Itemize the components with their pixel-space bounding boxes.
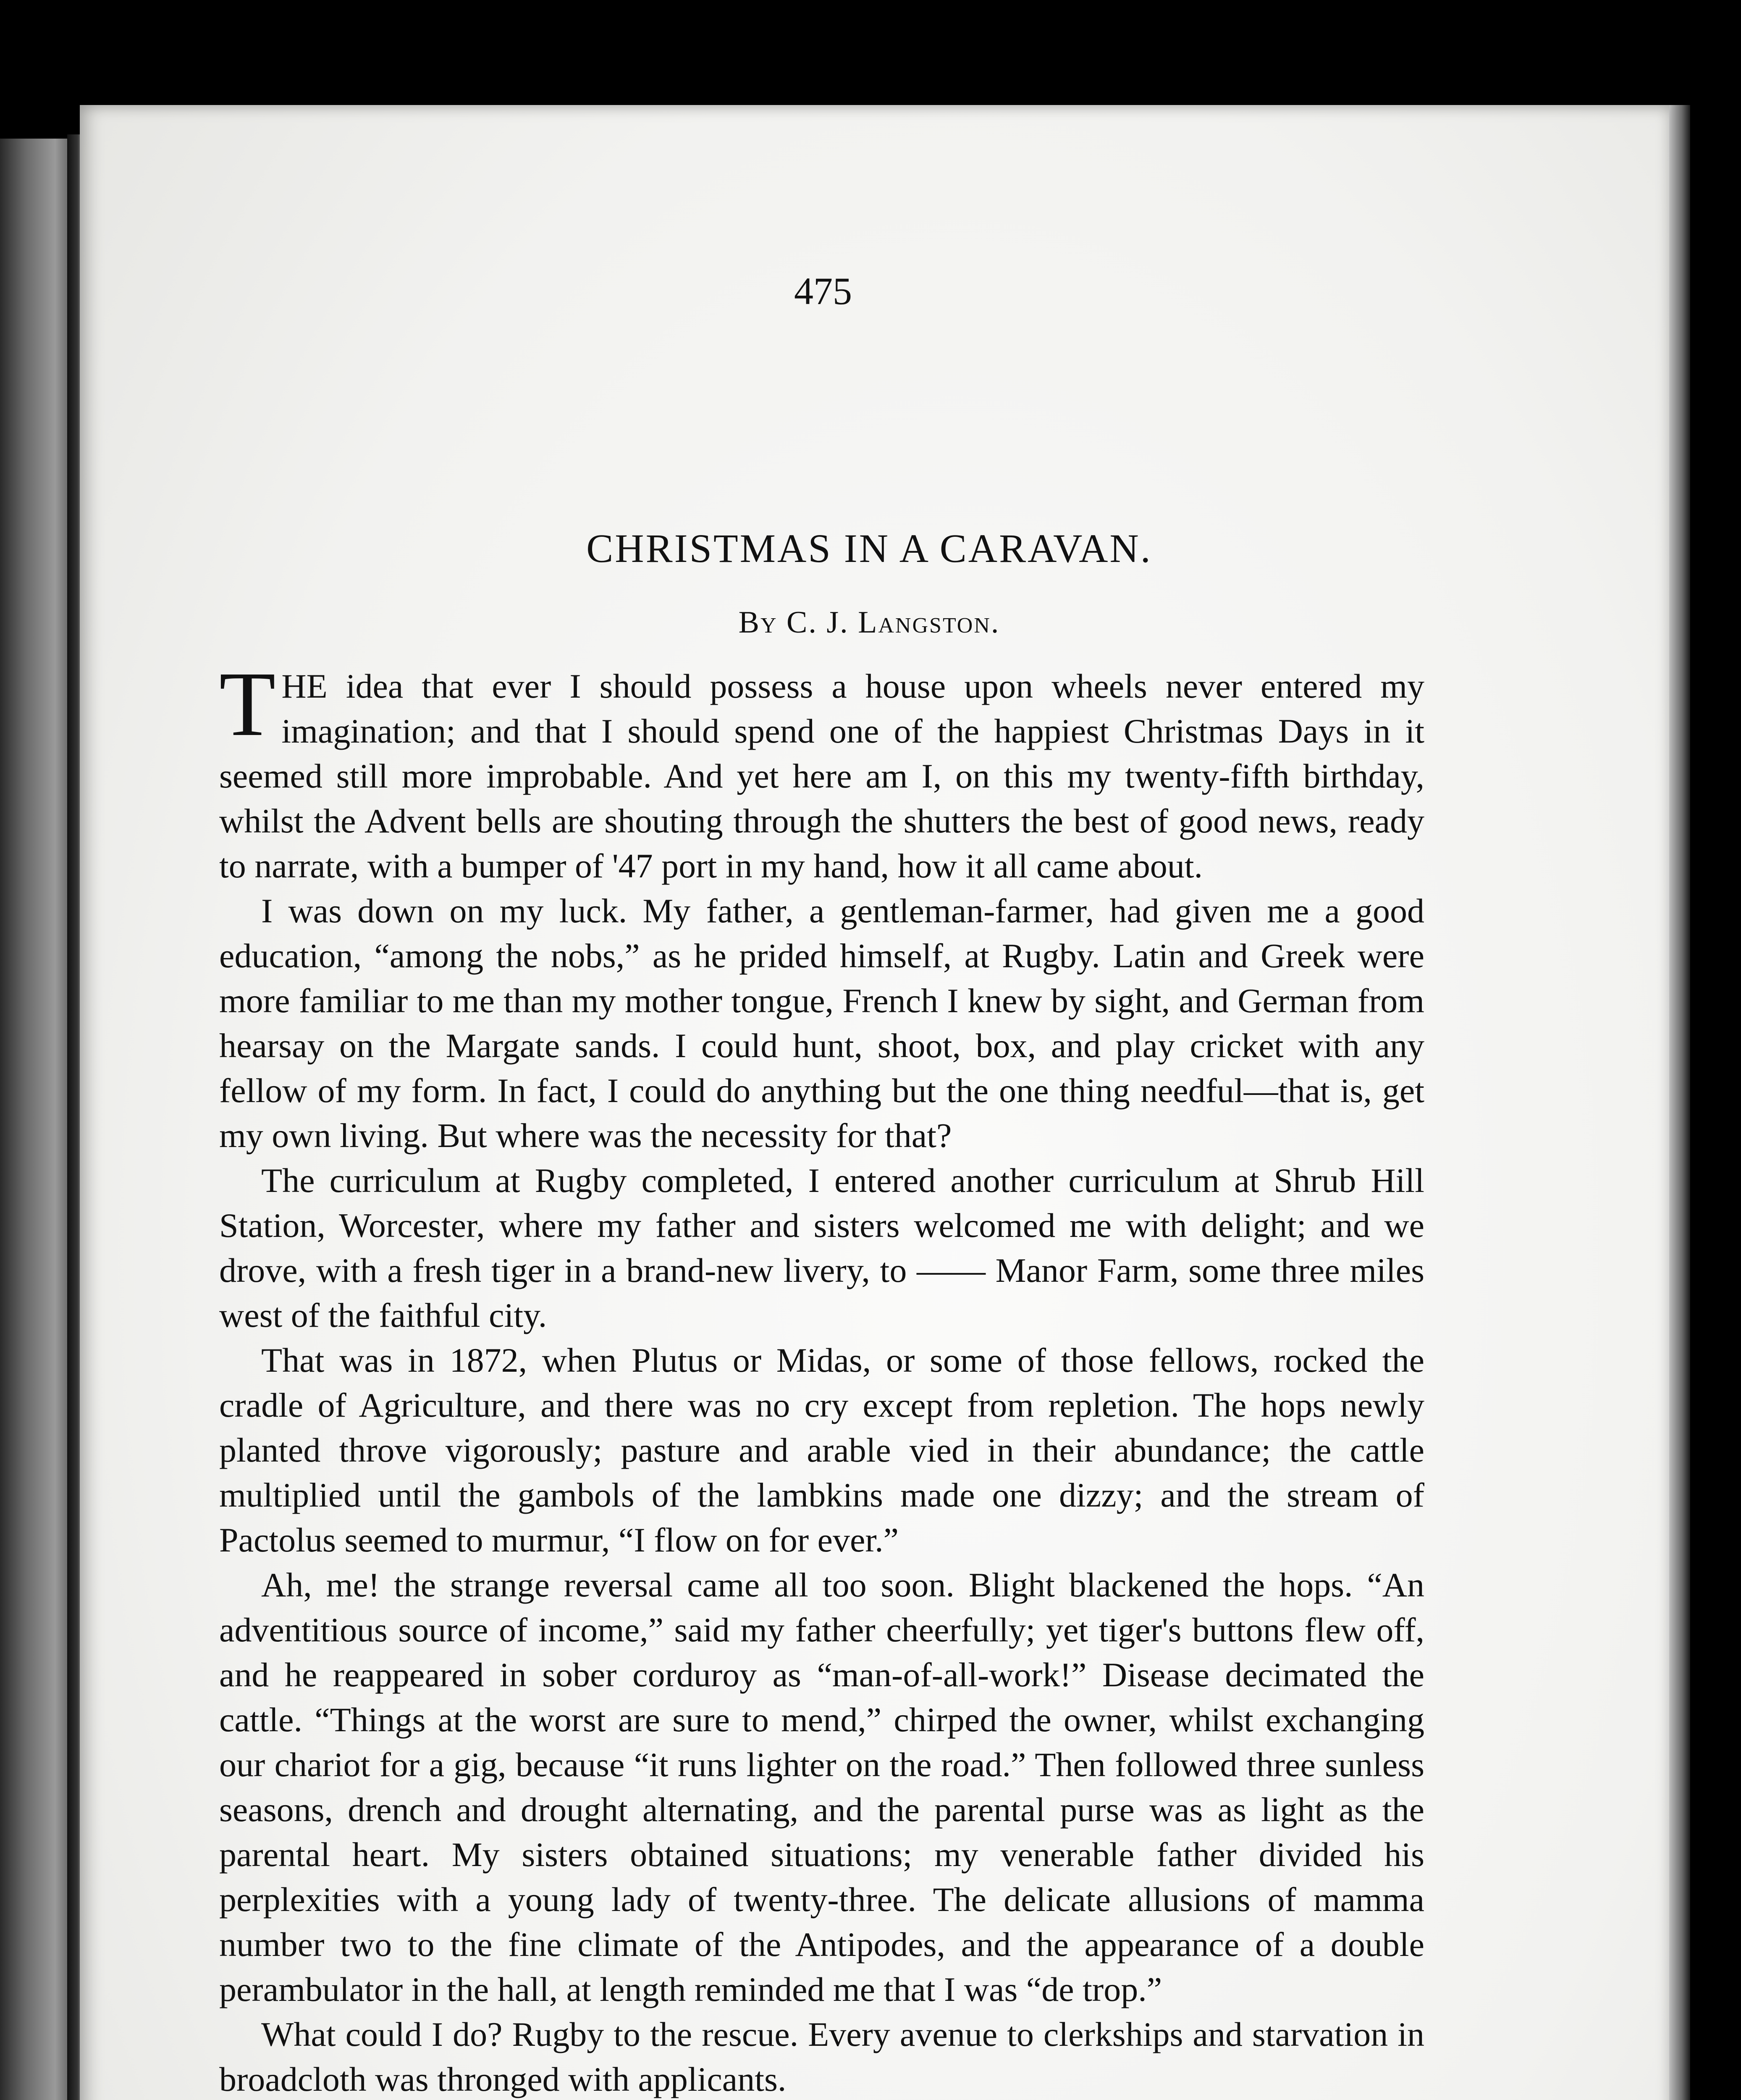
paragraph-6: What could I do? Rugby to the rescue. Every avenue to clerkships and starvation in broadcloth was thronged with applicants. — [219, 2015, 1424, 2098]
page-right-edge — [1669, 105, 1690, 2100]
article-body — [219, 653, 1424, 2100]
paragraph-1 — [219, 653, 1424, 888]
page-number: 475 — [794, 270, 852, 312]
article-title: CHRISTMAS IN A CARAVAN. — [586, 526, 1152, 571]
paragraph-1-text: HE idea that ever I should possess a house upon wheels never entered my imagination; and that I should spend one of the happiest Christmas Days in it seemed still more improbable. And yet here am I, on this my twenty-fifth birthday, whilst the Advent bells are shouting through the shutters the best of good news, ready to narrate, with a bumper of '47 port in my hand, how it all came about. — [219, 667, 1424, 885]
paragraph-5: Ah, me! the strange reversal came all too soon. Blight blackened the hops. “An adventitious source of income,” said my father cheerfully; yet tiger's buttons flew off, and he reappeared in sober corduroy as “man-of-all-work!” Disease decimated the cattle. “Things at the worst are sure to mend,” chirped the owner, whilst exchanging our chariot for a gig, because “it runs lighter on the road.” Then followed three sunless seasons, drench and drought alternating, and the parental purse was as light as the parental heart. My sisters obtained situations; my venerable father divided his perplexities with a young lady of twenty-three. The delicate allusions of mamma number two to the fine climate of the Antipodes, and the appearance of a double perambulator in the hall, at length reminded me that I was “de trop.” — [219, 1566, 1424, 2008]
paragraph-3: The curriculum at Rugby completed, I entered another curriculum at Shrub Hill Station, Worcester, where my father and sisters welcomed me with delight; and we drove, with a fresh tiger in a brand-new livery, to —— Manor Farm, some three miles west of the faithful city. — [219, 1161, 1424, 1334]
article-byline: By C. J. Langston. — [738, 605, 1000, 640]
paragraph-4: That was in 1872, when Plutus or Midas, or some of those fellows, rocked the cradle of Agriculture, and there was no cry except from repletion. The hops newly planted throve vigorously; pasture and arable vied in their abundance; the cattle multiplied until the gambols of the lambkins made one dizzy; and the stream of Pactolus seemed to murmur, “I flow on for ever.” — [219, 1341, 1424, 1559]
previous-page-edge — [0, 139, 73, 2100]
paragraph-2: I was down on my luck. My father, a gentleman-farmer, had given me a good education, “among the nobs,” as he prided himself, at Rugby. Latin and Greek were more familiar to me than my mother tongue, French I knew by sight, and German from hearsay on the Margate sands. I could hunt, shoot, box, and play cricket with any fellow of my form. In fact, I could do anything but the one thing needful—that is, get my own living. But where was the necessity for that? — [219, 892, 1424, 1155]
drop-cap: T — [219, 653, 276, 755]
